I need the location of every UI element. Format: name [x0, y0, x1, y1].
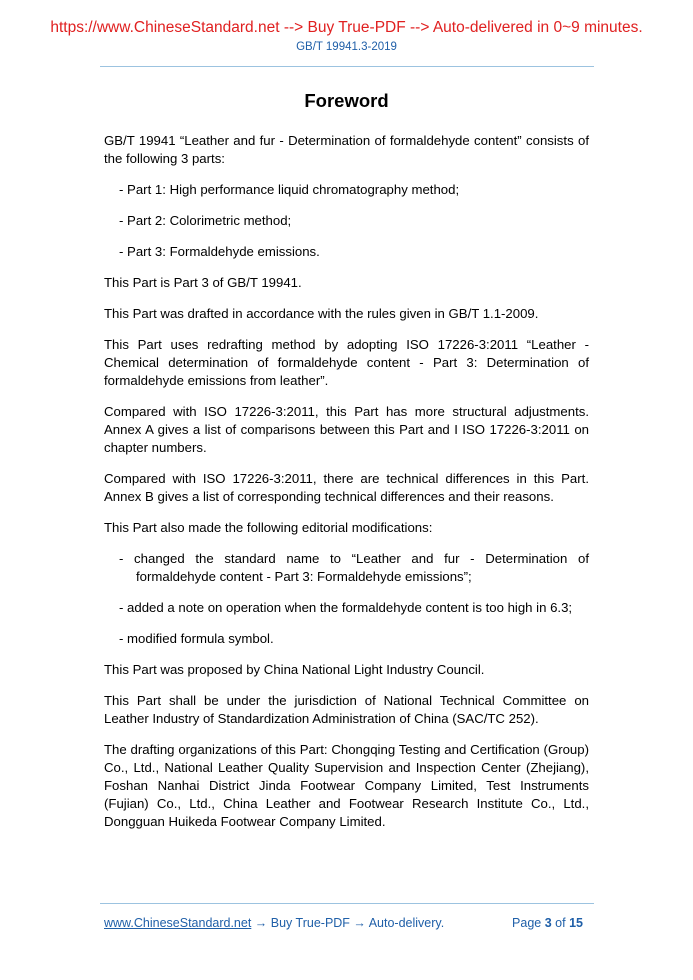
standard-code-header: GB/T 19941.3-2019 [296, 41, 397, 53]
jurisdiction-paragraph: This Part shall be under the jurisdiction of National Technical Committee on Leather Industry of Standardization Administration of China (SAC/TC 252). [104, 693, 589, 726]
top-banner[interactable]: https://www.ChineseStandard.net --> Buy True-PDF --> Auto-delivered in 0~9 minutes. [50, 19, 643, 36]
drafting-orgs-paragraph: The drafting organizations of this Part: Chongqing Testing and Certification (Group) Co., Ltd., National Leather Quality Supervision and Inspection Center (Zhejiang), Foshan Nanhai District Jinda Footwear Company Limited, Test Instruments (Fujian) Co., Ltd., China Leather and Footwear Research Institute Co., Ltd., Dongguan Huikeda Footwear Company Limited. [104, 742, 589, 829]
footer-site-link[interactable]: www.ChineseStandard.net [104, 916, 252, 930]
header-divider [100, 66, 594, 67]
structural-paragraph: Compared with ISO 17226-3:2011, this Part has more structural adjustments. Annex A gives a list of comparisons between this Part and I ISO 17226-3:2011 on chapter numbers. [104, 404, 589, 455]
page-label: Page [512, 916, 542, 930]
part-list-item: - Part 3: Formaldehyde emissions. [119, 244, 320, 259]
footer-divider [100, 903, 594, 904]
foreword-body [104, 132, 589, 844]
current-page-number: 3 [544, 916, 552, 930]
page-title: Foreword [304, 90, 389, 111]
technical-paragraph: Compared with ISO 17226-3:2011, there are technical differences in this Part. Annex B gives a list of corresponding technical differences and their reasons. [104, 471, 589, 504]
page-indicator [512, 916, 583, 930]
editorial-list-item: - changed the standard name to “Leather and fur - Determination of formaldehyde content - Part 3: Formaldehyde emissions”; [119, 551, 589, 584]
editorial-list-item: - added a note on operation when the formaldehyde content is too high in 6.3; [119, 600, 573, 615]
part-list-item: - Part 2: Colorimetric method; [119, 213, 292, 228]
part-list-item: - Part 1: High performance liquid chromatography method; [119, 182, 460, 197]
editorial-list-item: - modified formula symbol. [119, 631, 274, 646]
intro-paragraph: GB/T 19941 “Leather and fur - Determination of formaldehyde content” consists of the following 3 parts: [104, 133, 589, 166]
drafted-paragraph: This Part was drafted in accordance with the rules given in GB/T 1.1-2009. [104, 306, 539, 321]
total-pages-number: 15 [569, 916, 583, 930]
proposed-paragraph: This Part was proposed by China National Light Industry Council. [104, 662, 485, 677]
editorial-intro-paragraph: This Part also made the following editorial modifications: [104, 520, 433, 535]
footer-tagline: → Buy True-PDF → Auto-delivery. [251, 916, 445, 930]
footer-link-line [104, 916, 444, 930]
redrafting-paragraph: This Part uses redrafting method by adopting ISO 17226-3:2011 “Leather - Chemical determination of formaldehyde content - Part 3: Determination of formaldehyde emissions from leather”. [104, 337, 589, 388]
page-of-label: of [555, 916, 566, 930]
part-of-paragraph: This Part is Part 3 of GB/T 19941. [104, 275, 302, 290]
